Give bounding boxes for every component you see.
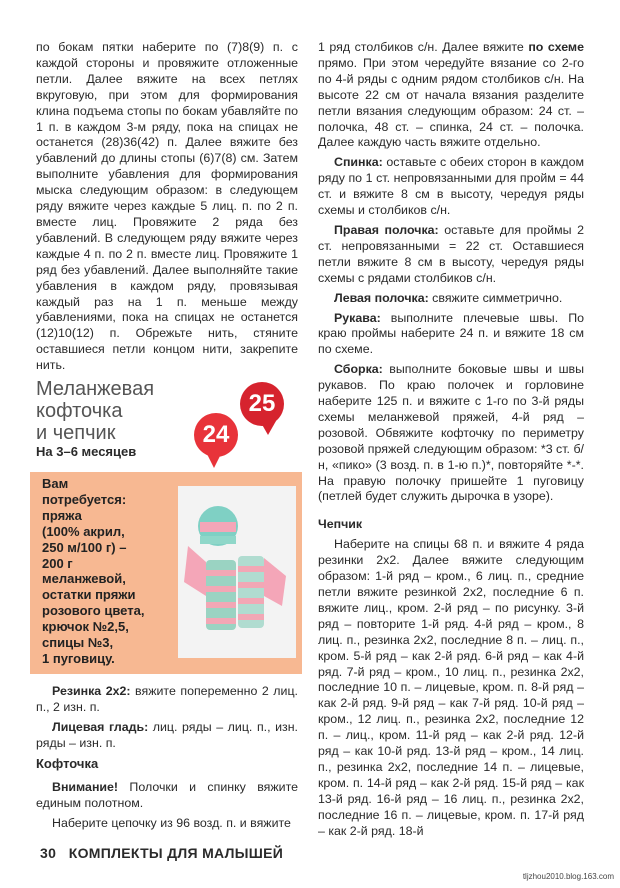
- page-number: 30: [40, 845, 57, 861]
- section-label: Правая полочка:: [334, 222, 439, 237]
- section-back: [318, 155, 584, 219]
- age-label: На 3–6 месяцев: [36, 444, 137, 459]
- badge-25: 25: [240, 382, 284, 426]
- kofta-intro: [36, 780, 298, 836]
- section-label: Рукава:: [334, 310, 381, 325]
- section-right-front: [318, 223, 584, 287]
- section-label: Спинка:: [334, 155, 383, 170]
- right-column: [318, 40, 584, 844]
- section-sleeves: [318, 311, 584, 359]
- intro-part-1: 1 ряд столбиков с/н. Далее вяжите: [318, 40, 529, 54]
- materials-line: меланжевой,: [42, 571, 126, 587]
- patterns-section: [36, 684, 298, 756]
- pattern-stockinette-label: Лицевая гладь:: [52, 719, 149, 734]
- section-label: Сборка:: [334, 362, 383, 377]
- intro-bold: по схеме: [528, 40, 584, 54]
- watermark: tljzhou2010.blog.163.com: [522, 872, 614, 881]
- heel-instructions: по бокам пятки наберите по (7)8(9) п. с каждой стороны и провяжите отложенные петли. Далее вяжите на всех петлях вкруговую, при этом для формирования клина подъема стопы по бокам убавляйте по 1 п. в каждом 3-м ряду, пока на спицах не останется (28)36(42) п. Далее вяжите без убавлений до длины стопы (6)7(8) см. Затем выполните убавления для формирования мыска следующим образом: в следующем ряду вяжите через каждые 5 лиц. п. по 2 п. вместе лиц. Провяжите 2 ряда без убавлений. В следующем ряду вяжите через каждые 4 п. по 2 п. вместе лиц. Провяжите 1 ряд без убавлений. Далее выполняйте такие убавления в каждом ряду, провязывая каждый раз на 1 п. меньше между убавлениями, пока на спицах не останется (12)10(12) п. Обрежьте нить, стяните оставшиеся петли концом нити, закрепите нить.: [36, 40, 298, 373]
- section-label: Левая полочка:: [334, 290, 429, 305]
- materials-line: крючок №2,5,: [42, 619, 129, 635]
- section-text: оставьте с обеих сторон в каждом ряду по 1 ст. непровязанными для пройм = 44 ст. и вяжите 8 см в высоту, чередуя ряды схемы и столбиков с/н.: [318, 155, 584, 218]
- pattern-stockinette-text: лиц. ряды – лиц. п., изн. ряды – изн. п.: [36, 719, 298, 750]
- kofta-continued: [318, 40, 584, 151]
- kofta-start: Наберите цепочку из 96 возд. п. и вяжите: [52, 815, 291, 830]
- kofta-heading: Кофточка: [36, 756, 99, 771]
- pattern-stockinette: [36, 720, 298, 752]
- section-name: КОМПЛЕКТЫ ДЛЯ МАЛЫШЕЙ: [68, 845, 284, 861]
- materials-line: спицы №3,: [42, 635, 114, 651]
- cap-heading: [318, 517, 584, 533]
- title-line-3: и чепчик: [36, 422, 116, 444]
- cap-instructions: Наберите на спицы 68 п. и вяжите 4 ряда резинки 2х2. Далее вяжите следующим образом: 1-й ряд – кром., 6 лиц. п., средние петли вяжите резинкой 2х2, последние 6 п. вяжите лиц., кром. 2-й ряд – по рисунку. 3-й ряд – повторите 1-й ряд. 4-й ряд – кром., 8 лиц. п., резинка 2х2, последние 8 п. – лиц. п., кром. 5-й ряд – как 2-й ряд. 6-й ряд – как 4-й ряд. 7-й ряд – кром., 10 лиц. п., резинка 2х2, последние 10 п. – лицевые, кром. п. 8-й ряд – как 2-й ряд. 9-й ряд – как 7-й ряд. 10-й ряд – кром., 12 лиц. п., резинка 2х2, последние 12 п. – лиц., кром. 11-й ряд – как 2-й ряд. 12-й ряд – как 10-й ряд. 13-й ряд – кром., 14 лиц. п., резинка 2х2, последние 14 п. – лицевые, кром. п. 14-й ряд – как 2-й ряд. 15-й ряд – как 13-й ряд. 16-й ряд – 16 лиц. п., резинка 2х2, последние 16 п. – лицевые, кром. п. 17-й ряд – как 2-й ряд. 18-й: [318, 537, 584, 838]
- materials-line: пряжа: [42, 507, 82, 523]
- materials-text: [42, 476, 172, 667]
- section-text: выполните боковые швы и швы рукавов. По краю полочек и горловине наберите 125 п. и вяжите с 1-го по 3-й ряды схемы меланжевой пряжей, 4-й ряд – розовой. Обвяжите кофточку по периметру розовой пряжей следующим образом: *3 ст. б/н, «пико» (3 возд. п. в 1-ю п.)*, повторяйте *-*. На правую полочку пришейте 1 пуговицу (петлей будет служить дырочка в узоре).: [318, 362, 584, 504]
- section-text: оставьте для проймы 2 ст. непровязанными = 22 ст. Оставшиеся петли вяжите 8 см в высоту, чередуя ряды схемы с рядами столбиков с/н.: [318, 222, 584, 285]
- materials-line: 1 пуговицу.: [42, 650, 115, 666]
- badge-24: 24: [194, 413, 238, 457]
- materials-line: потребуется:: [42, 491, 127, 507]
- pattern-rib-text: вяжите попеременно 2 лиц. п., 2 изн. п.: [36, 684, 298, 714]
- kofta-note-text: Полочки и спинку вяжите единым полотном.: [36, 780, 298, 810]
- title-line-2: кофточка: [36, 400, 123, 422]
- materials-line: 250 м/100 г) –: [42, 539, 127, 555]
- materials-line: остатки пряжи: [42, 587, 136, 603]
- knitted-set-illustration: [178, 486, 296, 658]
- section-text: выполните плечевые швы. По краю проймы наберите 24 п. и вяжите 18 см по схеме.: [318, 310, 584, 357]
- materials-line: 200 г: [42, 555, 73, 571]
- article-title: [36, 378, 154, 444]
- intro-part-2: прямо. При этом чередуйте вязание со 2-го по 4-й ряды с одним рядом столбиков с/н. На высоте 22 см от начала вязания разделите петли вязания следующим образом: 24 ст. – полочка, 48 ст. – спинка, 24 ст. – полочка. Далее каждую часть вяжите отдельно.: [318, 55, 584, 150]
- page-footer: [40, 845, 283, 861]
- cap-heading-text: Чепчик: [318, 517, 363, 532]
- section-left-front: [318, 291, 584, 307]
- section-text: свяжите симметрично.: [428, 290, 563, 305]
- materials-line: (100% акрил,: [42, 523, 125, 539]
- pattern-rib-label: Резинка 2х2:: [52, 684, 131, 698]
- kofta-note-label: Внимание!: [52, 780, 119, 794]
- materials-line: Вам: [42, 476, 69, 491]
- materials-line: розового цвета,: [42, 603, 145, 619]
- product-photo: [178, 486, 296, 658]
- pattern-rib: [36, 684, 298, 716]
- badge-25-tail: [260, 421, 276, 435]
- left-column-top: [36, 40, 298, 378]
- badge-24-tail: [206, 452, 222, 468]
- section-assembly: [318, 362, 584, 505]
- kofta-note: [36, 780, 298, 812]
- title-line-1: Меланжевая: [36, 378, 155, 400]
